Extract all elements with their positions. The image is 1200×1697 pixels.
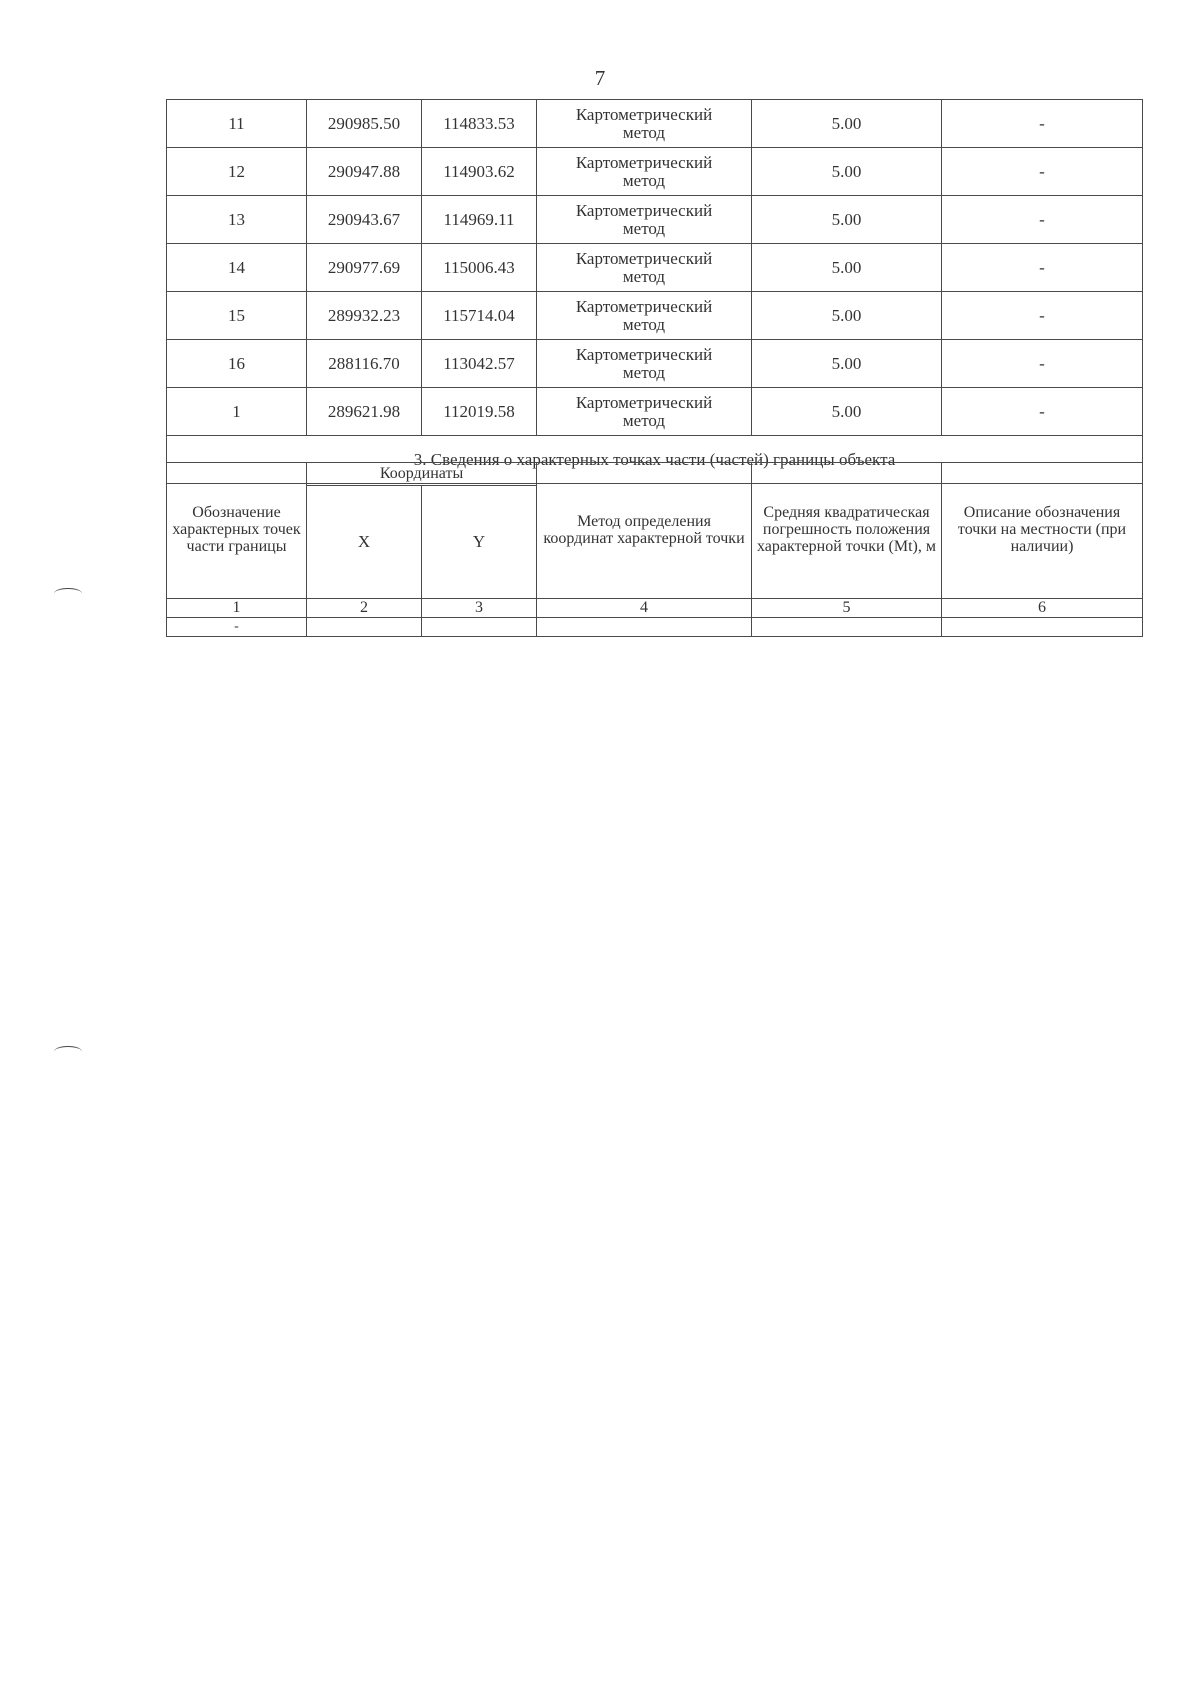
point-method-line1: Картометрический [575, 104, 713, 124]
point-x: 289932.23 [307, 292, 422, 340]
point-error: 5.00 [752, 244, 942, 292]
point-error: 5.00 [752, 388, 942, 436]
table-row [167, 100, 1143, 148]
table-row [167, 196, 1143, 244]
point-y: 113042.57 [422, 340, 537, 388]
point-method-line1: Картометрический [575, 344, 713, 364]
header-method: Метод определения координат характерной точки [537, 463, 752, 599]
table-row [167, 340, 1143, 388]
point-y: 114833.53 [422, 100, 537, 148]
part-boundary-points-table [166, 462, 1143, 637]
point-method [537, 196, 752, 244]
header-error: Средняя квадратическая погрешность положения характерной точки (Mt), м [752, 463, 942, 599]
point-y: 112019.58 [422, 388, 537, 436]
column-number: 6 [942, 599, 1143, 618]
column-number: 3 [422, 599, 537, 618]
point-description: - [942, 148, 1143, 196]
table-row [167, 244, 1143, 292]
point-method-line2: метод [622, 122, 666, 142]
point-id: 13 [167, 196, 307, 244]
empty-cell [752, 618, 942, 637]
point-method-line1: Картометрический [575, 296, 713, 316]
point-y: 115006.43 [422, 244, 537, 292]
header-y: Y [422, 486, 537, 599]
header-x: X [307, 486, 422, 599]
table-row [167, 388, 1143, 436]
empty-designation: - [167, 618, 307, 637]
point-method [537, 100, 752, 148]
point-error: 5.00 [752, 148, 942, 196]
point-y: 114903.62 [422, 148, 537, 196]
point-method-line2: метод [622, 362, 666, 382]
header-coordinates: Координаты [307, 463, 537, 486]
column-number: 1 [167, 599, 307, 618]
point-y: 114969.11 [422, 196, 537, 244]
boundary-points-body [167, 100, 1143, 484]
point-id: 1 [167, 388, 307, 436]
point-id: 11 [167, 100, 307, 148]
point-method-line2: метод [622, 218, 666, 238]
point-x: 290977.69 [307, 244, 422, 292]
point-method-line2: метод [622, 410, 666, 430]
point-method [537, 340, 752, 388]
point-error: 5.00 [752, 340, 942, 388]
table-row [167, 148, 1143, 196]
point-method-line2: метод [622, 266, 666, 286]
punch-hole-mark [54, 588, 82, 599]
point-description: - [942, 292, 1143, 340]
point-method [537, 388, 752, 436]
empty-cell [307, 618, 422, 637]
header-row-top [167, 463, 1143, 486]
point-id: 12 [167, 148, 307, 196]
point-method [537, 148, 752, 196]
point-method-line1: Картометрический [575, 248, 713, 268]
empty-data-row [167, 618, 1143, 637]
empty-cell [422, 618, 537, 637]
point-id: 14 [167, 244, 307, 292]
point-error: 5.00 [752, 196, 942, 244]
header-description: Описание обозначения точки на местности (при наличии) [942, 463, 1143, 599]
point-x: 290947.88 [307, 148, 422, 196]
point-method-line2: метод [622, 314, 666, 334]
point-id: 15 [167, 292, 307, 340]
point-x: 289621.98 [307, 388, 422, 436]
section-3-title: 3. Сведения о характерных точках части (частей) границы объекта [167, 436, 1143, 484]
table-row [167, 292, 1143, 340]
point-y: 115714.04 [422, 292, 537, 340]
point-error: 5.00 [752, 292, 942, 340]
boundary-points-table [166, 99, 1143, 484]
page-number: 7 [594, 66, 606, 90]
header-designation: Обозначение характерных точек части границы [167, 463, 307, 599]
point-method-line1: Картометрический [575, 392, 713, 412]
point-x: 290943.67 [307, 196, 422, 244]
point-x: 290985.50 [307, 100, 422, 148]
column-number: 2 [307, 599, 422, 618]
point-method-line1: Картометрический [575, 152, 713, 172]
column-numbers-row [167, 599, 1143, 618]
point-x: 288116.70 [307, 340, 422, 388]
point-description: - [942, 196, 1143, 244]
point-method [537, 292, 752, 340]
point-description: - [942, 244, 1143, 292]
point-error: 5.00 [752, 100, 942, 148]
point-method-line1: Картометрический [575, 200, 713, 220]
point-id: 16 [167, 340, 307, 388]
point-method [537, 244, 752, 292]
point-description: - [942, 100, 1143, 148]
empty-cell [537, 618, 752, 637]
point-method-line2: метод [622, 170, 666, 190]
column-number: 5 [752, 599, 942, 618]
column-number: 4 [537, 599, 752, 618]
punch-hole-mark [54, 1046, 82, 1057]
point-description: - [942, 388, 1143, 436]
empty-cell [942, 618, 1143, 637]
point-description: - [942, 340, 1143, 388]
